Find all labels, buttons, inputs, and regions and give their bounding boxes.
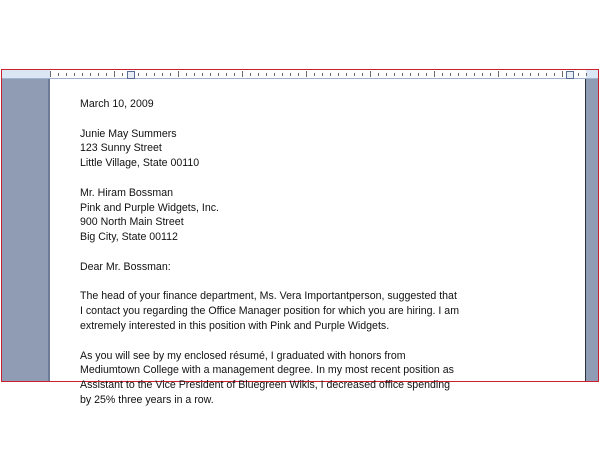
ruler-tick [194, 73, 195, 76]
ruler-tick [82, 73, 83, 76]
recipient-street: 900 North Main Street [80, 216, 184, 229]
ruler-tick [346, 73, 347, 76]
ruler-tick [218, 73, 219, 76]
ruler-tick [578, 73, 579, 76]
ruler-tick [586, 73, 587, 76]
ruler-tick [50, 71, 51, 77]
ruler-tick [234, 73, 235, 76]
ruler-tick [426, 73, 427, 76]
letter-date: March 10, 2009 [80, 98, 154, 110]
ruler-tick [58, 73, 59, 76]
ruler-tick [378, 73, 379, 76]
paragraph-1-line: The head of your finance department, Ms. Vera Importantperson, suggested that [80, 290, 457, 303]
paragraph-2-line: by 25% three years in a row. [80, 393, 214, 406]
ruler-tick [242, 71, 243, 77]
ruler-tick [330, 73, 331, 76]
ruler-tick [482, 73, 483, 76]
ruler-tick [178, 71, 179, 77]
paragraph-1-line: I contact you regarding the Office Manager position for which you are hiring. I am [80, 305, 460, 318]
ruler-tick [282, 73, 283, 76]
ruler-tick [546, 73, 547, 76]
right-indent-marker[interactable] [566, 71, 574, 79]
ruler-tick [514, 73, 515, 76]
ruler-tick [226, 73, 227, 76]
ruler-tick [498, 71, 499, 77]
ruler-tick [210, 73, 211, 76]
ruler-tick [266, 73, 267, 76]
ruler-tick [458, 73, 459, 76]
salutation: Dear Mr. Bossman: [80, 260, 171, 273]
ruler-tick [122, 73, 123, 76]
ruler-tick [146, 73, 147, 76]
ruler-tick [466, 73, 467, 76]
ruler-tick [306, 71, 307, 77]
word-processor-window [1, 69, 599, 406]
ruler-tick [298, 73, 299, 76]
left-margin-area [2, 79, 50, 381]
sender-street: 123 Sunny Street [80, 142, 162, 155]
ruler-tick [354, 73, 355, 76]
ruler-tick [506, 73, 507, 76]
ruler-tick [202, 73, 203, 76]
ruler-tick [394, 73, 395, 76]
ruler-tick [186, 73, 187, 76]
ruler-tick [402, 73, 403, 76]
ruler-tick [314, 73, 315, 76]
ruler-tick [162, 73, 163, 76]
ruler-tick [106, 73, 107, 76]
ruler-tick [98, 73, 99, 76]
left-indent-marker[interactable] [127, 71, 135, 79]
recipient-city: Big City, State 00112 [80, 231, 178, 244]
ruler-tick [258, 73, 259, 76]
ruler-tick [290, 73, 291, 76]
ruler-tick [522, 73, 523, 76]
ruler-tick [90, 73, 91, 76]
ruler-tick [490, 73, 491, 76]
paragraph-2-line: Mediumtown College with a management degree. In my most recent position as [80, 364, 454, 377]
ruler-tick [530, 73, 531, 76]
ruler-tick [114, 71, 115, 77]
ruler-tick [66, 73, 67, 76]
ruler-tick [274, 73, 275, 76]
ruler-tick [170, 73, 171, 76]
horizontal-ruler[interactable] [2, 70, 598, 79]
ruler-tick [322, 73, 323, 76]
ruler-tick [474, 73, 475, 76]
recipient-name: Mr. Hiram Bossman [80, 186, 174, 199]
paragraph-2-line: As you will see by my enclosed résumé, I graduated with honors from [80, 349, 406, 362]
ruler-tick [538, 73, 539, 76]
ruler-tick [250, 73, 251, 76]
ruler-tick [362, 73, 363, 76]
ruler-tick [386, 73, 387, 76]
sender-name: Junie May Summers [80, 127, 177, 140]
recipient-company: Pink and Purple Widgets, Inc. [80, 201, 219, 214]
ruler-tick [450, 73, 451, 76]
ruler-tick [410, 73, 411, 76]
ruler-tick [338, 73, 339, 76]
paragraph-1-line: extremely interested in this position with Pink and Purple Widgets. [80, 319, 390, 332]
sender-city: Little Village, State 00110 [80, 157, 200, 170]
letter-body[interactable] [80, 97, 480, 408]
right-margin-area [586, 79, 598, 381]
ruler-tick [154, 73, 155, 76]
ruler-tick [74, 73, 75, 76]
ruler-tick [418, 73, 419, 76]
ruler-tick [434, 71, 435, 77]
ruler-tick [562, 71, 563, 77]
ruler-tick [442, 73, 443, 76]
paragraph-2-line: Assistant to the Vice President of Bluegreen Wikis, I decreased office spending [80, 379, 451, 392]
ruler-tick [370, 71, 371, 77]
ruler-tick [138, 73, 139, 76]
ruler-tick [554, 73, 555, 76]
